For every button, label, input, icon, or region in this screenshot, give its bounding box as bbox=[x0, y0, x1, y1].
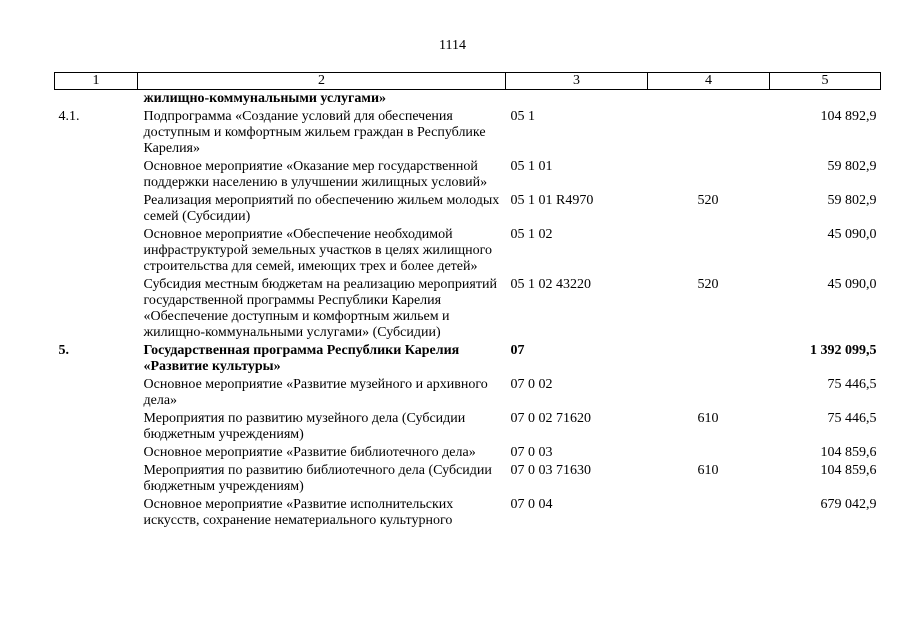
row-number bbox=[55, 90, 138, 109]
row-expense-type bbox=[648, 226, 770, 276]
page-number: 1114 bbox=[439, 38, 466, 53]
row-number: 4.1. bbox=[58, 109, 80, 124]
row-name: Субсидия местным бюджетам на реализацию мероприятий государственной программы Республики Карелия «Обеспечение доступным и комфортным жильем и жилищно-коммунальными услугами» (Субсидии) bbox=[143, 277, 497, 340]
row-name: Мероприятия по развитию музейного дела (Субсидии бюджетным учреждениям) bbox=[143, 411, 466, 442]
row-number bbox=[55, 376, 138, 410]
row-number bbox=[55, 226, 138, 276]
row-code: 05 1 bbox=[510, 109, 535, 124]
row-name: Реализация мероприятий по обеспечению жильем молодых семей (Субсидии) bbox=[143, 193, 500, 224]
row-expense-type: 610 bbox=[697, 411, 719, 426]
row-code: 07 bbox=[510, 343, 525, 358]
row-number bbox=[55, 462, 138, 496]
row-code: 07 0 04 bbox=[510, 497, 553, 512]
row-expense-type: 520 bbox=[697, 193, 719, 208]
row-amount: 104 892,9 bbox=[820, 109, 877, 124]
column-header-2: 2 bbox=[138, 73, 506, 90]
row-code: 07 0 03 bbox=[510, 445, 553, 460]
table-row bbox=[55, 342, 881, 376]
row-name: жилищно-коммунальными услугами» bbox=[143, 91, 387, 106]
row-amount: 104 859,6 bbox=[820, 463, 877, 478]
row-expense-type bbox=[648, 444, 770, 462]
row-amount: 45 090,0 bbox=[827, 277, 877, 292]
row-code: 05 1 02 bbox=[510, 227, 553, 242]
row-expense-type bbox=[648, 158, 770, 192]
table-row bbox=[55, 462, 881, 496]
row-name: Основное мероприятие «Развитие музейного и архивного дела» bbox=[143, 377, 488, 408]
row-amount: 1 392 099,5 bbox=[810, 343, 877, 358]
row-name: Подпрограмма «Создание условий для обеспечения доступным и комфортным жильем граждан в Республике Карелия» bbox=[143, 109, 486, 156]
row-expense-type bbox=[648, 108, 770, 158]
row-amount: 679 042,9 bbox=[820, 497, 877, 512]
row-expense-type bbox=[648, 90, 770, 109]
row-code: 05 1 02 43220 bbox=[510, 277, 591, 292]
table-row bbox=[55, 376, 881, 410]
budget-table bbox=[54, 72, 881, 530]
row-number bbox=[55, 158, 138, 192]
table-row bbox=[55, 226, 881, 276]
row-code: 07 0 02 bbox=[510, 377, 553, 392]
row-code: 07 0 02 71620 bbox=[510, 411, 591, 426]
table-row bbox=[55, 90, 881, 109]
row-amount: 75 446,5 bbox=[827, 377, 877, 392]
row-number bbox=[55, 276, 138, 342]
row-name: Основное мероприятие «Развитие библиотечного дела» bbox=[143, 445, 476, 460]
column-header-1: 1 bbox=[55, 73, 138, 90]
row-amount: 104 859,6 bbox=[820, 445, 877, 460]
row-number bbox=[55, 496, 138, 530]
row-amount: 75 446,5 bbox=[827, 411, 877, 426]
table-row bbox=[55, 108, 881, 158]
row-amount: 59 802,9 bbox=[827, 159, 877, 174]
table-row bbox=[55, 444, 881, 462]
table-row bbox=[55, 410, 881, 444]
table-row bbox=[55, 192, 881, 226]
row-code bbox=[506, 90, 648, 109]
table-row bbox=[55, 276, 881, 342]
row-expense-type: 520 bbox=[697, 277, 719, 292]
row-expense-type bbox=[648, 342, 770, 376]
row-code: 07 0 03 71630 bbox=[510, 463, 591, 478]
row-name: Основное мероприятие «Обеспечение необходимой инфраструктурой земельных участков в целях жилищного строительства для семей, имеющих трех и более детей» bbox=[143, 227, 493, 274]
table-row bbox=[55, 496, 881, 530]
row-name: Основное мероприятие «Оказание мер государственной поддержки населению в улучшении жилищных условий» bbox=[143, 159, 488, 190]
column-header-5: 5 bbox=[770, 73, 881, 90]
row-name: Основное мероприятие «Развитие исполнительских искусств, сохранение нематериального культурного bbox=[143, 497, 454, 528]
column-header-4: 4 bbox=[648, 73, 770, 90]
row-name: Мероприятия по развитию библиотечного дела (Субсидии бюджетным учреждениям) bbox=[143, 463, 492, 494]
row-number: 5. bbox=[58, 343, 69, 358]
row-expense-type bbox=[648, 496, 770, 530]
row-number bbox=[55, 444, 138, 462]
table-header-row bbox=[55, 73, 881, 90]
row-name: Государственная программа Республики Карелия «Развитие культуры» bbox=[143, 343, 460, 374]
row-code: 05 1 01 R4970 bbox=[510, 193, 594, 208]
column-header-3: 3 bbox=[506, 73, 648, 90]
row-amount bbox=[770, 90, 881, 109]
row-number bbox=[55, 192, 138, 226]
row-expense-type bbox=[648, 376, 770, 410]
table-row bbox=[55, 158, 881, 192]
row-amount: 59 802,9 bbox=[827, 193, 877, 208]
row-number bbox=[55, 410, 138, 444]
row-code: 05 1 01 bbox=[510, 159, 553, 174]
row-amount: 45 090,0 bbox=[827, 227, 877, 242]
row-expense-type: 610 bbox=[697, 463, 719, 478]
